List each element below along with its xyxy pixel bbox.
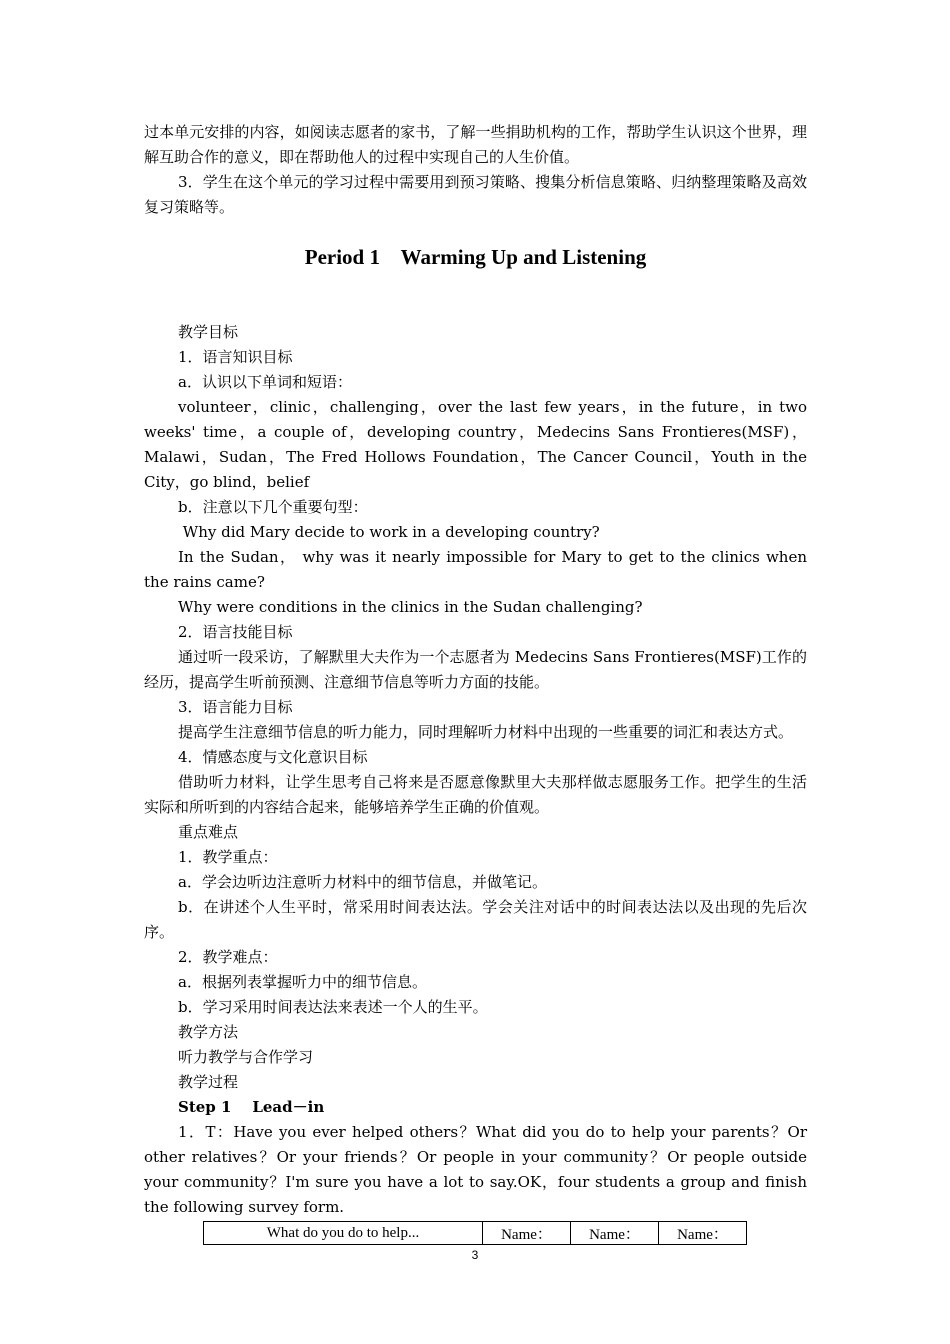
page-number: 3 xyxy=(471,1248,479,1262)
keypoints-heading: 重点难点 xyxy=(178,823,239,841)
method-text: 听力教学与合作学习 xyxy=(178,1048,314,1066)
table-header-cell: Name： xyxy=(571,1222,659,1245)
intro-paragraph-2: 3．学生在这个单元的学习过程中需要用到预习策略、搜集分析信息策略、归纳整理策略及高效复习策略等。 xyxy=(144,173,807,216)
method-heading: 教学方法 xyxy=(178,1023,239,1041)
goal-4-heading: 4．情感态度与文化意识目标 xyxy=(178,748,368,766)
keypoint-1-heading: 1．教学重点： xyxy=(178,848,278,866)
section-title: Period 1 Warming Up and Listening xyxy=(304,245,647,269)
goal-1a: a．认识以下单词和短语： xyxy=(178,373,352,391)
goal-4-text: 借助听力材料，让学生思考自己将来是否愿意像默里大夫那样做志愿服务工作。把学生的生活实际和所听到的内容结合起来，能够培养学生正确的价值观。 xyxy=(144,773,807,816)
table-header-cell: Name： xyxy=(483,1222,571,1245)
document-page xyxy=(144,120,807,1245)
goal-2-heading: 2．语言技能目标 xyxy=(178,623,293,641)
table-header-cell: What do you do to help... xyxy=(204,1222,483,1245)
sentence-1: Why did Mary decide to work in a developing country? xyxy=(178,523,600,541)
goals-heading: 教学目标 xyxy=(178,323,239,341)
goal-1b: b．注意以下几个重要句型： xyxy=(178,498,368,516)
table-header-row xyxy=(204,1222,747,1245)
keypoint-2a: a．根据列表掌握听力中的细节信息。 xyxy=(178,973,427,991)
sentence-3: Why were conditions in the clinics in the Sudan challenging? xyxy=(178,598,643,616)
step-1-question: 1．T：Have you ever helped others？What did you do to help your parents？Or other relatives？Or your friends？Or people in your community？Or people outside your community？I'm sure you have a lot to say.OK，four students a group and finish the following survey form. xyxy=(144,1123,807,1216)
table-header-cell: Name： xyxy=(659,1222,747,1245)
goal-1-heading: 1．语言知识目标 xyxy=(178,348,293,366)
survey-table xyxy=(203,1221,747,1245)
vocab-list: volunteer，clinic，challenging，over the last few years，in the future，in two weeks' time，a couple of，developing country，Medecins Sans Frontieres(MSF)，Malawi，Sudan，The Fred Hollows Foundation，The Cancer Council，Youth in the City，go blind，belief xyxy=(144,398,807,491)
intro-paragraph-1: 过本单元安排的内容，如阅读志愿者的家书，了解一些捐助机构的工作，帮助学生认识这个世界，理解互助合作的意义，即在帮助他人的过程中实现自己的人生价值。 xyxy=(144,123,807,166)
goal-2-text: 通过听一段采访，了解默里大夫作为一个志愿者为 Medecins Sans Frontieres(MSF)工作的经历，提高学生听前预测、注意细节信息等听力方面的技能。 xyxy=(144,648,807,691)
process-heading: 教学过程 xyxy=(178,1073,239,1091)
keypoint-2-heading: 2．教学难点： xyxy=(178,948,278,966)
keypoint-1a: a．学会边听边注意听力材料中的细节信息，并做笔记。 xyxy=(178,873,547,891)
goal-3-heading: 3．语言能力目标 xyxy=(178,698,293,716)
keypoint-2b: b．学习采用时间表达法来表述一个人的生平。 xyxy=(178,998,488,1016)
keypoint-1b: b．在讲述个人生平时，常采用时间表达法。学会关注对话中的时间表达法以及出现的先后次序。 xyxy=(144,898,807,941)
sentence-2: In the Sudan， why was it nearly impossible for Mary to get to the clinics when the rains came? xyxy=(144,548,807,591)
step-1-heading: Step 1 Lead－in xyxy=(178,1098,325,1116)
goal-3-text: 提高学生注意细节信息的听力能力，同时理解听力材料中出现的一些重要的词汇和表达方式。 xyxy=(178,723,794,741)
